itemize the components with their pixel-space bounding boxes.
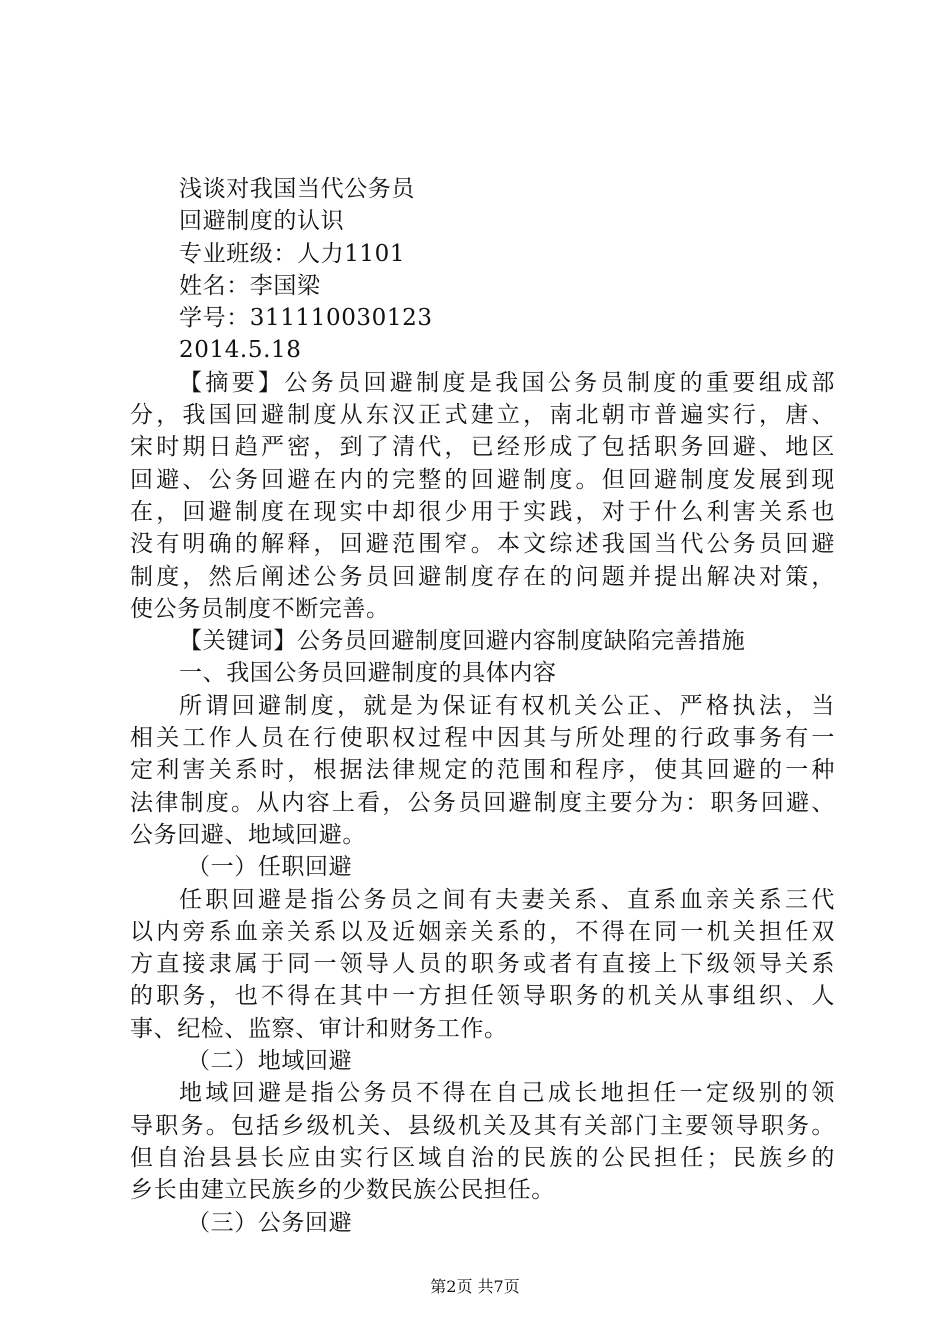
- paragraph-line: 的职务，也不得在其中一方担任领导职务的机关从事组织、人: [130, 983, 835, 1010]
- paragraph-line: 地域回避是指公务员不得在自己成长地担任一定级别的领: [179, 1080, 835, 1107]
- abstract-line: 宋时期日趋严密，到了清代，已经形成了包括职务回避、地区: [130, 434, 835, 461]
- subsection-1-paragraph: [130, 884, 835, 1045]
- paragraph-line: 法律制度。从内容上看，公务员回避制度主要分为：职务回避、: [130, 789, 835, 816]
- keywords-line: 【关键词】公务员回避制度回避内容制度缺陷完善措施: [179, 628, 746, 655]
- paragraph-line: 事、纪检、监察、审计和财务工作。: [130, 1015, 508, 1042]
- name-line: 姓名：李国梁: [179, 272, 321, 299]
- subsection-2-heading: （二）地域回避: [187, 1048, 353, 1075]
- paragraph-line: 但自治县县长应由实行区域自治的民族的公民担任；民族乡的: [130, 1144, 835, 1171]
- class-line: 专业班级：人力1101: [179, 240, 406, 267]
- paragraph-line: 公务回避、地域回避。: [130, 821, 366, 848]
- paragraph-line: 导职务。包括乡级机关、县级机关及其有关部门主要领导职务。: [130, 1112, 835, 1139]
- paragraph-line: 所谓回避制度，就是为保证有权机关公正、严格执法，当: [179, 692, 835, 719]
- paragraph-line: 任职回避是指公务员之间有夫妻关系、直系血亲关系三代: [179, 886, 835, 913]
- title-line-1: 浅谈对我国当代公务员: [179, 176, 415, 202]
- abstract-line: 【摘要】公务员回避制度是我国公务员制度的重要组成部: [179, 369, 835, 396]
- section-1-heading: 一、我国公务员回避制度的具体内容: [179, 660, 557, 687]
- paragraph-line: 乡长由建立民族乡的少数民族公民担任。: [130, 1177, 555, 1204]
- abstract-line: 在，回避制度在现实中却很少用于实践，对于什么利害关系也: [130, 498, 835, 525]
- student-id-line: 学号：311110030123: [179, 305, 433, 332]
- abstract-line: 没有明确的解释，回避范围窄。本文综述我国当代公务员回避: [130, 531, 835, 558]
- page-footer: 第2页 共7页: [430, 1277, 520, 1296]
- document-body: [130, 173, 835, 1239]
- paragraph-line: 定利害关系时，根据法律规定的范围和程序，使其回避的一种: [130, 757, 835, 784]
- subsection-1-heading: （一）任职回避: [187, 854, 353, 881]
- abstract-paragraph: [130, 367, 835, 625]
- abstract-line: 回避、公务回避在内的完整的回避制度。但回避制度发展到现: [130, 466, 835, 493]
- paragraph-line: 方直接隶属于同一领导人员的职务或者有直接上下级领导关系: [130, 951, 835, 978]
- title-line-2: 回避制度的认识: [179, 208, 345, 235]
- paragraph-line: 以内旁系血亲关系以及近姻亲关系的，不得在同一机关担任双: [130, 918, 835, 945]
- abstract-line: 使公务员制度不断完善。: [130, 595, 390, 622]
- paragraph-line: 相关工作人员在行使职权过程中因其与所处理的行政事务有一: [130, 725, 835, 752]
- section-1-paragraph: [130, 690, 835, 851]
- subsection-2-paragraph: [130, 1077, 835, 1206]
- abstract-line: 制度，然后阐述公务员回避制度存在的问题并提出解决对策，: [130, 563, 835, 590]
- subsection-3-heading: （三）公务回避: [187, 1209, 353, 1236]
- abstract-line: 分，我国回避制度从东汉正式建立，南北朝市普遍实行，唐、: [130, 402, 835, 429]
- date-line: 2014.5.18: [179, 337, 302, 364]
